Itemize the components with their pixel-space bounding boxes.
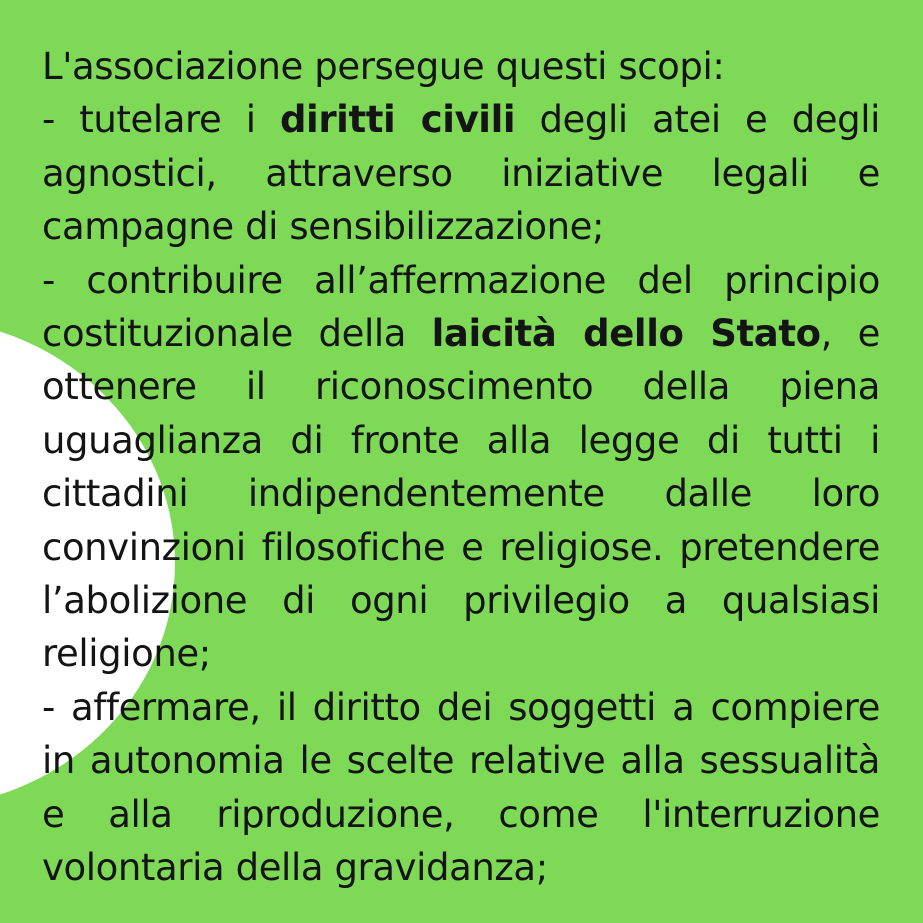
goal-civil-rights-suffix: degli atei e degli agnostici, attraverso iniziative legali e campagne di sensibilizzazione;: [42, 98, 881, 249]
goal-civil-rights-prefix: - tutelare i: [42, 98, 280, 142]
goal-autonomy: - affermare, il diritto dei soggetti a compiere in autonomia le scelte relative alla sessualità e alla riproduzione, come l'interruzione volontaria della gravidanza;: [42, 685, 880, 890]
goal-secularism-suffix: , e ottenere il riconoscimento della piena uguaglianza di fronte alla legge di tutti i cittadini indipendentemente dalle loro convinzioni filosofiche e religiose. pretendere l’abolizione di ogni privilegio a qualsiasi religione;: [42, 312, 880, 676]
goal-civil-rights: [42, 93, 880, 253]
goal-secularism-bold: laicità dello Stato: [431, 312, 821, 356]
goal-secularism: [42, 254, 880, 681]
statute-text: [42, 40, 880, 895]
intro-line: L'associazione persegue questi scopi:: [42, 45, 725, 88]
goal-secularism-prefix: - contribuire all’affermazione del principio costituzionale della: [42, 258, 880, 356]
goal-civil-rights-bold: diritti civili: [279, 98, 516, 142]
